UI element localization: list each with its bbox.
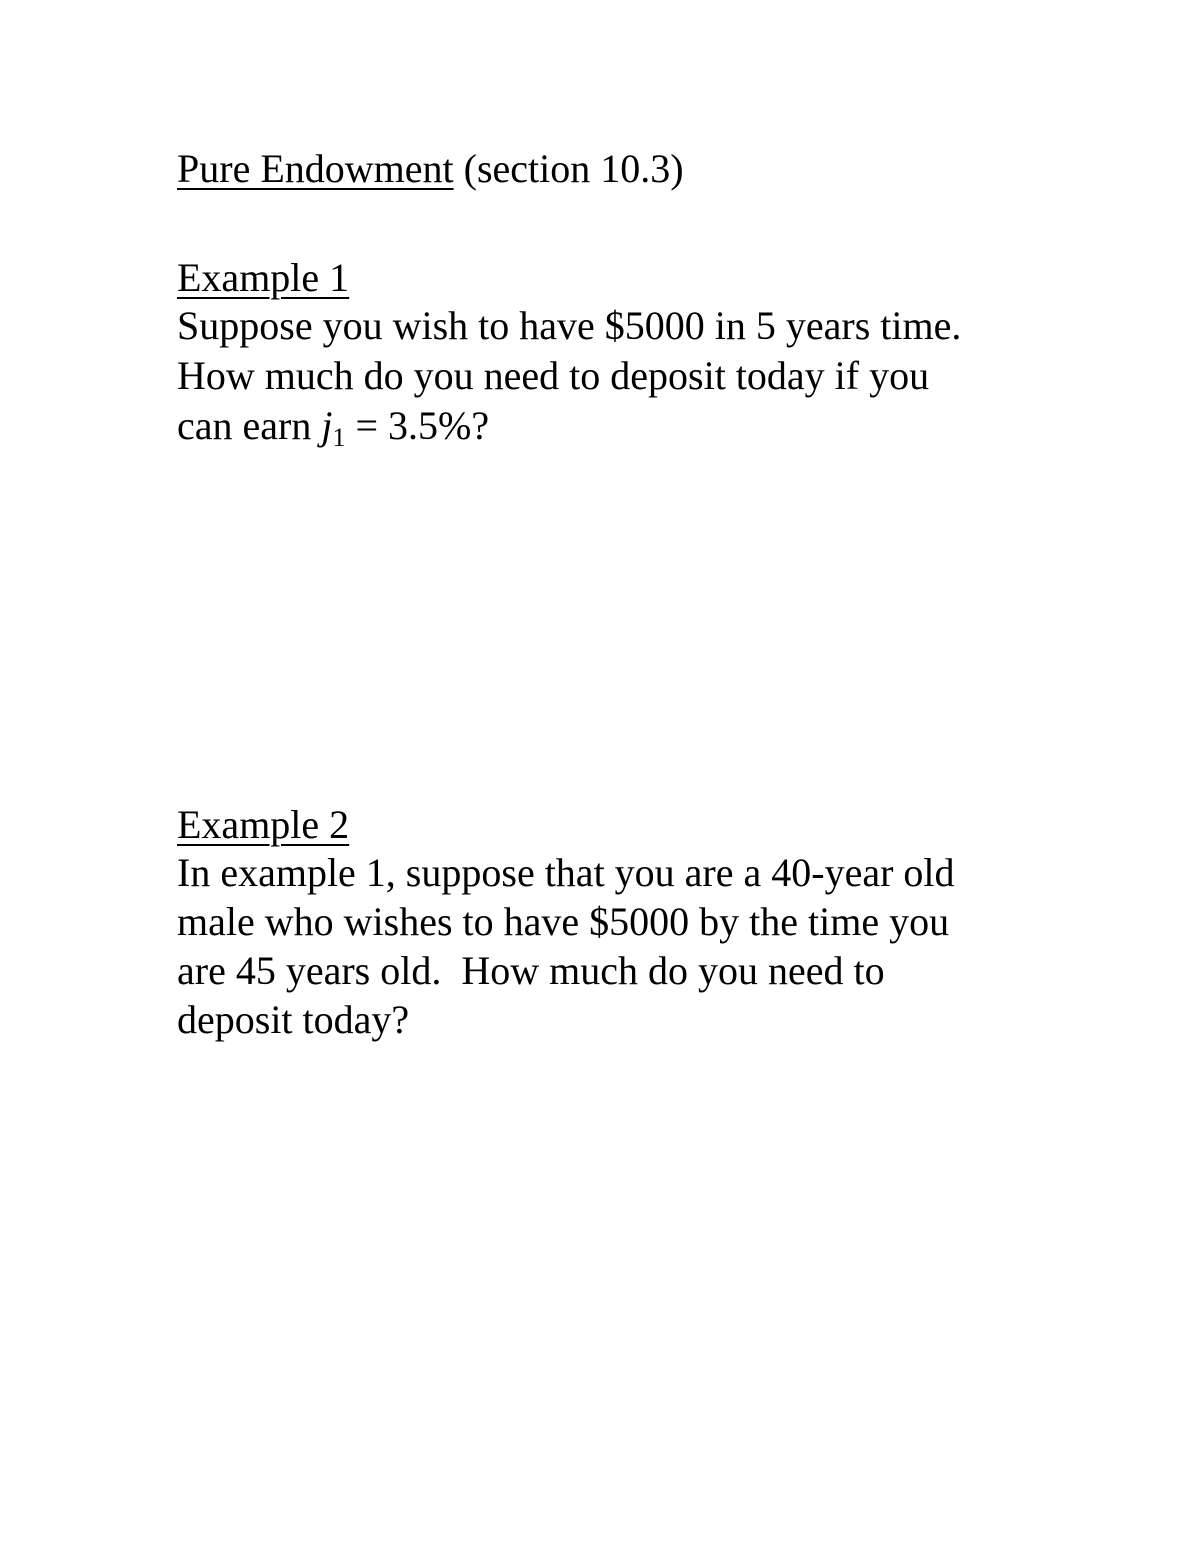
example-2-line-1: In example 1, suppose that you are a 40-year old [177,850,955,895]
rate-variable: j [321,403,333,448]
example-2-line-2: male who wishes to have $5000 by the time you [177,899,950,944]
title-main: Pure Endowment [177,146,454,191]
rate-subscript: 1 [332,423,346,452]
example-2-line-4: deposit today? [177,997,410,1042]
title-section: (section 10.3) [463,146,684,191]
example-2-heading-text: Example 2 [177,802,350,847]
example-1-line-3-prefix: can earn [177,403,322,448]
example-1-heading-text: Example 1 [177,255,350,300]
example-1-heading [177,253,349,303]
example-1-line-3-suffix: = 3.5%? [345,403,490,448]
example-1-line-1: Suppose you wish to have $5000 in 5 years time. [177,303,962,348]
example-2-line-3: are 45 years old. How much do you need to [177,948,885,993]
example-1-line-3 [177,401,489,451]
page-title [177,144,684,194]
example-2-heading [177,800,349,850]
example-1-line-2: How much do you need to deposit today if you [177,353,930,398]
